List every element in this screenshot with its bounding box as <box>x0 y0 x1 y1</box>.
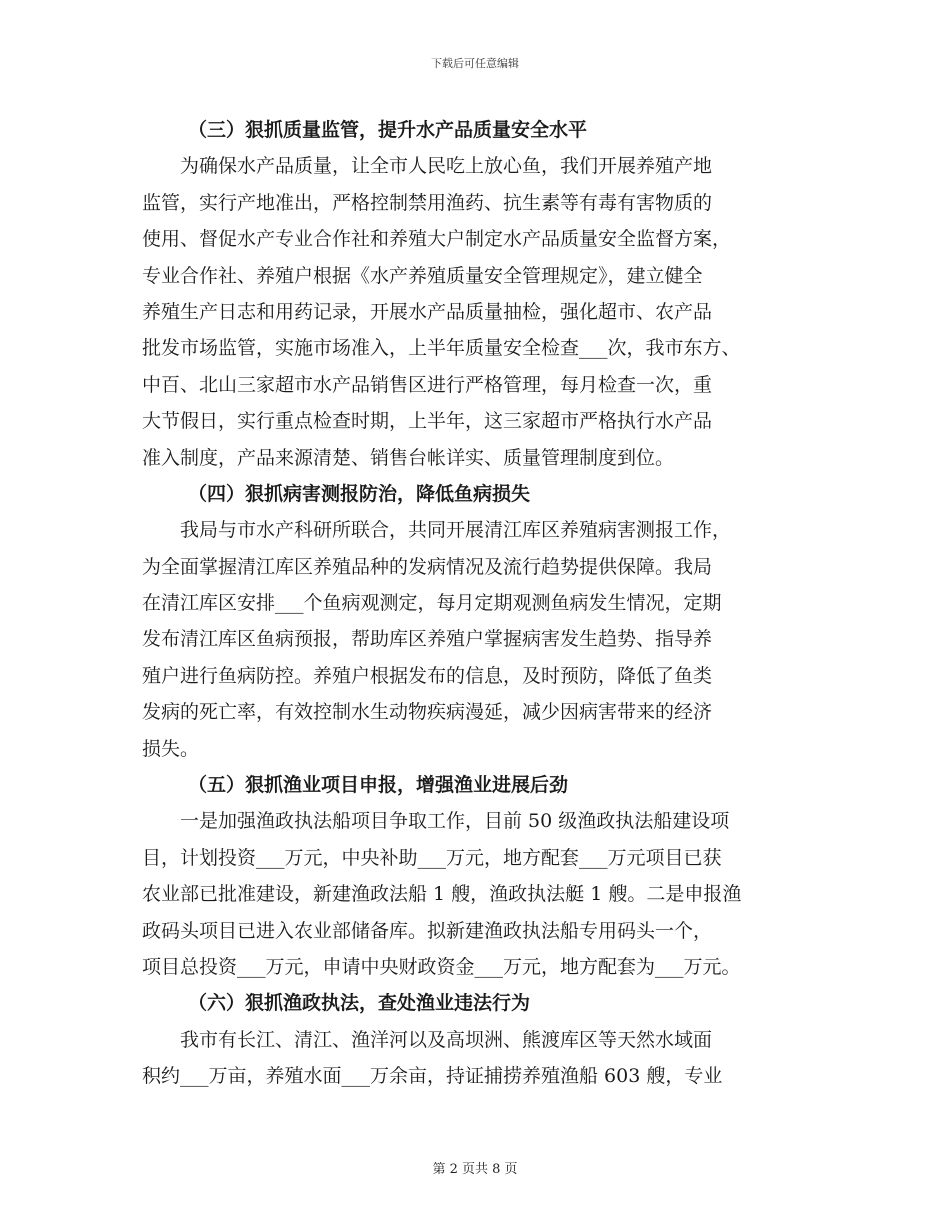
paragraph-line: 发病的死亡率，有效控制水生动物疾病漫延，减少因病害带来的经济 <box>142 701 713 724</box>
paragraph-line: 养殖生产日志和用药记录，开展水产品质量抽检，强化超市、农产品 <box>142 300 713 323</box>
section-heading: （六）狠抓渔政执法，查处渔业违法行为 <box>188 992 531 1015</box>
section-heading: （四）狠抓病害测报防治，降低鱼病损失 <box>188 482 531 505</box>
paragraph-line: 项目总投资___万元，申请中央财政资金___万元，地方配套为___万元。 <box>142 955 741 978</box>
paragraph-line: 损失。 <box>142 737 200 760</box>
paragraph-line: 我局与市水产科研所联合，共同开展清江库区养殖病害测报工作， <box>180 519 732 542</box>
paragraph-line: 我市有长江、清江、渔洋河以及高坝洲、熊渡库区等天然水域面 <box>180 1028 713 1051</box>
paragraph-line: 监管，实行产地准出，严格控制禁用渔药、抗生素等有毒有害物质的 <box>142 191 713 214</box>
paragraph-line: 中百、北山三家超市水产品销售区进行严格管理，每月检查一次，重 <box>142 373 713 396</box>
paragraph-line: 积约___万亩，养殖水面___万余亩，持证捕捞养殖渔船 603 艘，专业 <box>142 1065 723 1088</box>
paragraph-line: 大节假日，实行重点检查时期，上半年，这三家超市严格执行水产品 <box>142 410 713 433</box>
paragraph-line: 专业合作社、养殖户根据《水产养殖质量安全管理规定》，建立健全 <box>142 264 703 287</box>
paragraph-line: 政码头项目已进入农业部储备库。拟新建渔政执法船专用码头一个， <box>142 919 713 942</box>
paragraph-line: 为全面掌握清江库区养殖品种的发病情况及流行趋势提供保障。我局 <box>142 555 713 578</box>
page-footer: 第 2 页共 8 页 <box>432 1162 518 1177</box>
paragraph-line: 在清江库区安排___个鱼病观测定，每月定期观测鱼病发生情况，定期 <box>142 592 722 615</box>
paragraph-line: 为确保水产品质量，让全市人民吃上放心鱼，我们开展养殖产地 <box>180 155 713 178</box>
page-header: 下载后可任意编辑 <box>431 57 519 70</box>
paragraph-line: 发布清江库区鱼病预报，帮助库区养殖户掌握病害发生趋势、指导养 <box>142 628 713 651</box>
paragraph-line: 使用、督促水产专业合作社和养殖大户制定水产品质量安全监督方案， <box>142 228 732 251</box>
section-heading: （五）狠抓渔业项目申报，增强渔业进展后劲 <box>188 774 569 797</box>
paragraph-line: 殖户进行鱼病防控。养殖户根据发布的信息，及时预防，降低了鱼类 <box>142 664 713 687</box>
paragraph-line: 目，计划投资___万元，中央补助___万元，地方配套___万元项目已获 <box>142 846 722 869</box>
document-body <box>142 112 832 1095</box>
section-heading: （三）狠抓质量监管，提升水产品质量安全水平 <box>188 119 588 141</box>
paragraph-line: 批发市场监管，实施市场准入，上半年质量安全检查___次，我市东方、 <box>142 337 741 360</box>
paragraph-line: 准入制度，产品来源清楚、销售台帐详实、质量管理制度到位。 <box>142 446 675 469</box>
paragraph-line: 一是加强渔政执法船项目争取工作，目前 50 级渔政执法船建设项 <box>180 810 730 833</box>
paragraph-line: 农业部已批准建设，新建渔政法船 1 艘，渔政执法艇 1 艘。二是申报渔 <box>142 883 742 906</box>
